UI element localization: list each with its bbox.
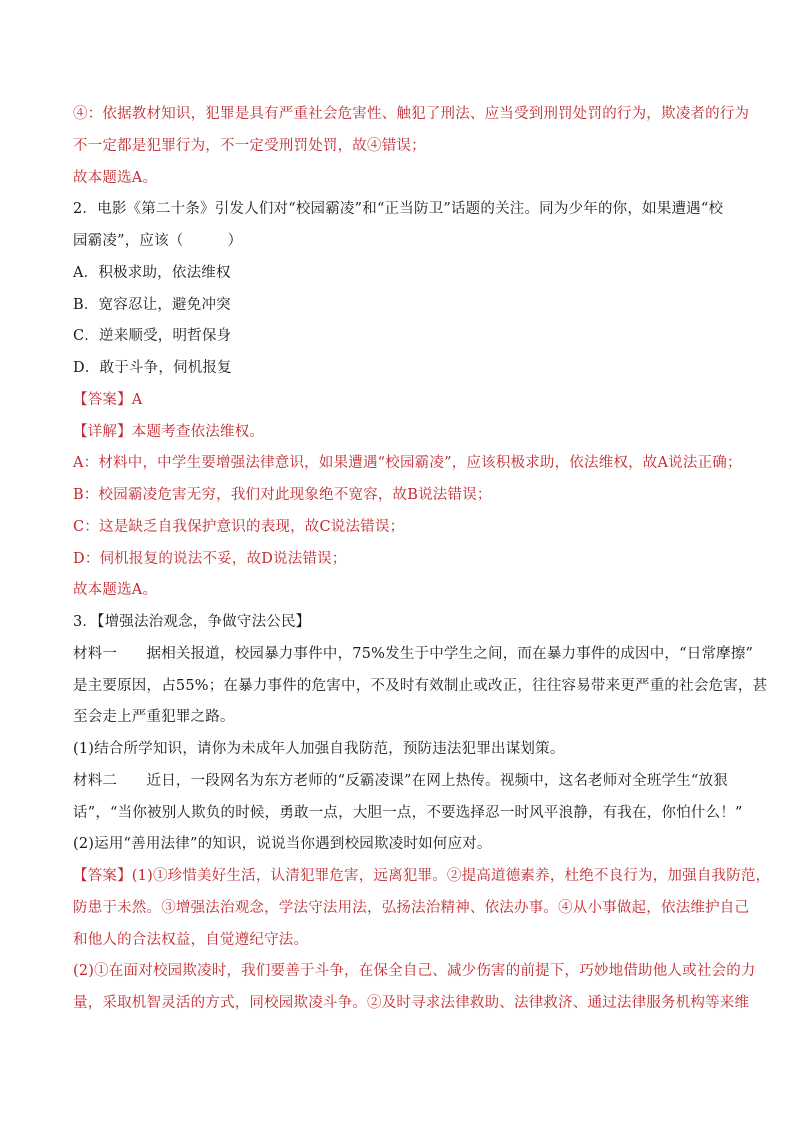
question-2-stem-cont: 园霸凌”，应该（ ） [73, 233, 243, 249]
sub-question-1: (1)结合所学知识，请你为未成年人加强自我防范，预防违法犯罪出谋划策。 [73, 741, 565, 757]
explanation-line: ④：依据教材知识，犯罪是具有严重社会危害性、触犯了刑法、应当受到刑罚处罚的行为，欺凌者的行为 [73, 106, 750, 122]
detail-line-c: C：这是缺乏自我保护意识的表现，故C说法错误； [73, 519, 405, 535]
question-3-title: 3．【增强法治观念，争做守法公民】 [73, 614, 311, 630]
option-d: D．敢于斗争，伺机报复 [73, 360, 232, 376]
answer-line: 量，采取机智灵活的方式，同校园欺凌斗争。②及时寻求法律救助、法律救济、通过法律服务机构等来维 [73, 995, 750, 1011]
conclusion-line: 故本题选A。 [73, 170, 158, 186]
option-c: C．逆来顺受，明哲保身 [73, 328, 232, 344]
conclusion-line: 故本题选A。 [73, 582, 158, 598]
material-2-line: 材料二 近日，一段网名为东方老师的“反霸凌课”在网上热传。视频中，这名老师对全班学生“放狠 [73, 773, 728, 789]
detail-label: 【详解】本题考查依法维权。 [73, 424, 265, 440]
detail-line-b: B：校园霸凌危害无穷，我们对此现象绝不宽容，故B说法错误； [73, 487, 492, 503]
material-1-line: 材料一 据相关报道，校园暴力事件中，75%发生于中学生之间，而在暴力事件的成因中，“日常摩擦” [73, 646, 754, 662]
option-a: A．积极求助，依法维权 [73, 265, 231, 281]
material-2-line: 话”，“当你被别人欺负的时候，勇敢一点，大胆一点，不要选择忍一时风平浪静，有我在，你怕什么！” [73, 805, 743, 821]
detail-line-a: A：材料中，中学生要增强法律意识，如果遭遇“校园霸凌”，应该积极求助，依法维权，故A说法正确； [73, 455, 742, 471]
answer-line: 防患于未然。③增强法治观念，学法守法用法，弘扬法治精神、依法办事。④从小事做起，依法维护自己 [73, 900, 750, 916]
question-2-stem: 2．电影《第二十条》引发人们对“校园霸凌”和“正当防卫”话题的关注。同为少年的你，如果遭遇“校 [73, 201, 724, 217]
answer-line: 和他人的合法权益，自觉遵纪守法。 [73, 932, 309, 948]
answer-line: (2)①在面对校园欺凌时，我们要善于斗争，在保全自己、减少伤害的前提下，巧妙地借助他人或社会的力 [73, 963, 756, 979]
option-b: B．宽容忍让，避免冲突 [73, 297, 231, 313]
explanation-line: 不一定都是犯罪行为，不一定受刑罚处罚，故④错误； [73, 138, 426, 154]
material-1-line: 是主要原因，占55%；在暴力事件的危害中，不及时有效制止或改正，往往容易带来更严重的社会危害，甚 [73, 678, 768, 694]
material-1-line: 至会走上严重犯罪之路。 [73, 709, 235, 725]
answer-line: 【答案】(1)①珍惜美好生活，认清犯罪危害，远离犯罪。②提高道德素养，杜绝不良行为，加强自我防范， [73, 868, 771, 884]
detail-line-d: D：伺机报复的说法不妥，故D说法错误； [73, 551, 347, 567]
sub-question-2: (2)运用“善用法律”的知识，说说当你遇到校园欺凌时如何应对。 [73, 836, 492, 852]
answer-label: 【答案】A [73, 392, 143, 408]
